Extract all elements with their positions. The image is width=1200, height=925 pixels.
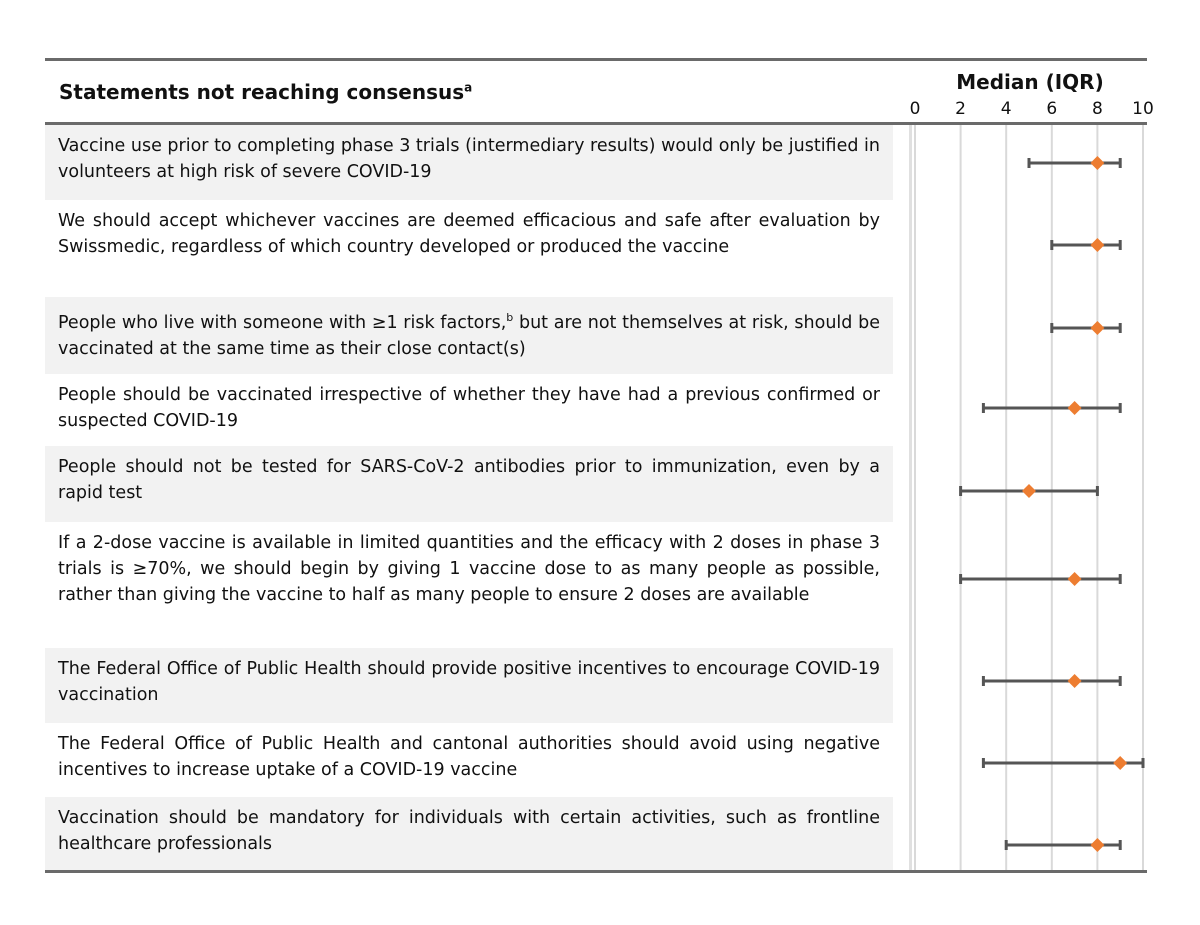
statement-text: We should accept whichever vaccines are deemed efficacious and safe after evaluation by Swissmedic, regardless of which country developed or produced the vaccine: [58, 211, 880, 257]
median-marker: [1090, 321, 1104, 335]
median-marker: [1090, 156, 1104, 170]
statement-text: People who live with someone with ≥1 risk factors,: [58, 312, 507, 333]
x-tick-label: 4: [1000, 99, 1012, 119]
x-tick-label: 6: [1046, 99, 1058, 119]
footnote-marker-a: a: [464, 80, 473, 95]
statement-text: People should not be tested for SARS-CoV-2 antibodies prior to immunization, even by a rapid test: [58, 457, 880, 503]
statement-text: If a 2-dose vaccine is available in limited quantities and the efficacy with 2 doses in phase 3 trials is ≥70%, we should begin by giving 1 vaccine dose to as many people as possible, rather than giving the vaccine to half as many people to ensure 2 doses are available: [58, 533, 880, 605]
row-estimate: [961, 572, 1121, 586]
x-tick-label: 8: [1091, 99, 1103, 119]
statement-text-cont: but are not themselves at risk, should be vaccinated at the same time as their close contact(s): [58, 312, 880, 359]
row-estimate: [1052, 238, 1120, 252]
row-estimate: [1029, 156, 1120, 170]
row-estimate: [1006, 838, 1120, 852]
x-tick-label: 2: [955, 99, 967, 119]
median-marker: [1068, 674, 1082, 688]
column-title-text: Statements not reaching consensus: [59, 80, 465, 104]
row-estimate: [961, 484, 1098, 498]
row-estimate: [1052, 321, 1120, 335]
footnote-marker-b: b: [506, 311, 514, 324]
table-bottom-rule: [45, 870, 1147, 873]
median-marker: [1068, 572, 1082, 586]
median-marker: [1113, 756, 1127, 770]
axis-title: Median (IQR): [956, 70, 1104, 94]
median-marker: [1022, 484, 1036, 498]
statement-text: People should be vaccinated irrespective of whether they have had a previous confirmed or suspected COVID-19: [58, 385, 880, 431]
statement-text: Vaccination should be mandatory for individuals with certain activities, such as frontline healthcare professionals: [58, 808, 880, 854]
x-tick-label: 10: [1132, 99, 1154, 119]
x-tick-label: 0: [909, 99, 921, 119]
row-estimate: [983, 756, 1143, 770]
statement-text: The Federal Office of Public Health and cantonal authorities should avoid using negative incentives to increase uptake of a COVID-19 vaccine: [58, 734, 880, 780]
median-marker: [1090, 238, 1104, 252]
statement-text: Vaccine use prior to completing phase 3 trials (intermediary results) would only be justified in volunteers at high risk of severe COVID-19: [58, 136, 880, 182]
statement-text: The Federal Office of Public Health should provide positive incentives to encourage COVID-19 vaccination: [58, 659, 880, 705]
median-marker: [1090, 838, 1104, 852]
median-marker: [1068, 401, 1082, 415]
